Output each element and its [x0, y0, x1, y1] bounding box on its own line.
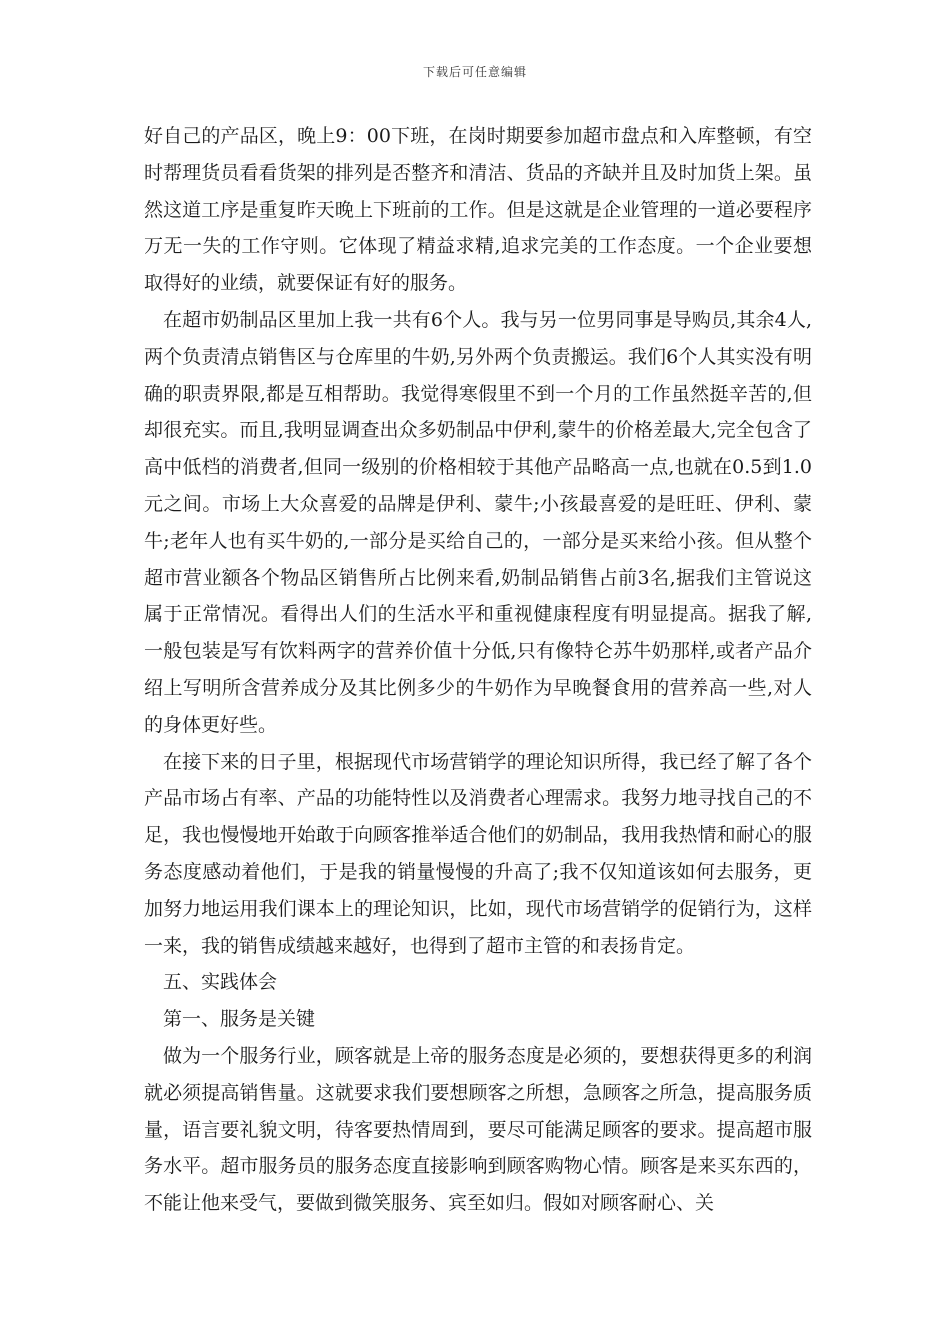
paragraph-following-days: 在接下来的日子里，根据现代市场营销学的理论知识所得，我已经了解了各个产品市场占有率、产品的功能特性以及消费者心理需求。我努力地寻找自己的不足，我也慢慢地开始敢于向顾客推举适合他们的奶制品，我用我热情和耐心的服务态度感动着他们，于是我的销量慢慢的升高了;我不仅知道该如何去服务，更加努力地运用我们课本上的理论知识，比如，现代市场营销学的促销行为，这样一来，我的销售成绩越来越好，也得到了超市主管的和表扬肯定。 — [144, 750, 812, 957]
document-body — [144, 118, 812, 1222]
page-header-note: 下载后可任意编辑 — [422, 65, 527, 79]
subheading-service-is-key: 第一、服务是关键 — [163, 1008, 316, 1031]
paragraph-dairy-section: 在超市奶制品区里加上我一共有6个人。我与另一位男同事是导购员,其余4人,两个负责清点销售区与仓库里的牛奶,另外两个负责搬运。我们6个人其实没有明确的职责界限,都是互相帮助。我觉得寒假里不到一个月的工作虽然挺辛苦的,但却很充实。而且,我明显调查出众多奶制品中伊利,蒙牛的价格差最大,完全包含了高中低档的消费者,但同一级别的价格相较于其他产品略高一点,也就在0.5到1.0元之间。市场上大众喜爱的品牌是伊利、蒙牛;小孩最喜爱的是旺旺、伊利、蒙牛;老年人也有买牛奶的,一部分是买给自己的，一部分是买来给小孩。但从整个超市营业额各个物品区销售所占比例来看,奶制品销售占前3名,据我们主管说这属于正常情况。看得出人们的生活水平和重视健康程度有明显提高。据我了解,一般包装是写有饮料两字的营养价值十分低,只有像特仑苏牛奶那样,或者产品介绍上写明所含营养成分及其比例多少的牛奶作为早晚餐食用的营养高一些,对人的身体更好些。 — [144, 308, 812, 736]
paragraph-continued: 好自己的产品区，晚上9：00下班，在岗时期要参加超市盘点和入库整顿，有空时帮理货员看看货架的排列是否整齐和清洁、货品的齐缺并且及时加货上架。虽然这道工序是重复昨天晚上下班前的工作。但是这就是企业管理的一道必要程序 万无一失的工作守则。它体现了精益求精,追求完美的工作态度。一个企业要想取得好的业绩，就要保证有好的服务。 — [144, 125, 812, 295]
section-heading-practice-experience: 五、实践体会 — [163, 971, 278, 994]
paragraph-service-industry: 做为一个服务行业，顾客就是上帝的服务态度是必须的，要想获得更多的利润就必须提高销售量。这就要求我们要想顾客之所想，急顾客之所急，提高服务质量，语言要礼貌文明，待客要热情周到，要尽可能满足顾客的要求。提高超市服务水平。超市服务员的服务态度直接影响到顾客购物心情。顾客是来买东西的，不能让他来受气，要做到微笑服务、宾至如归。假如对顾客耐心、关 — [144, 1044, 812, 1215]
